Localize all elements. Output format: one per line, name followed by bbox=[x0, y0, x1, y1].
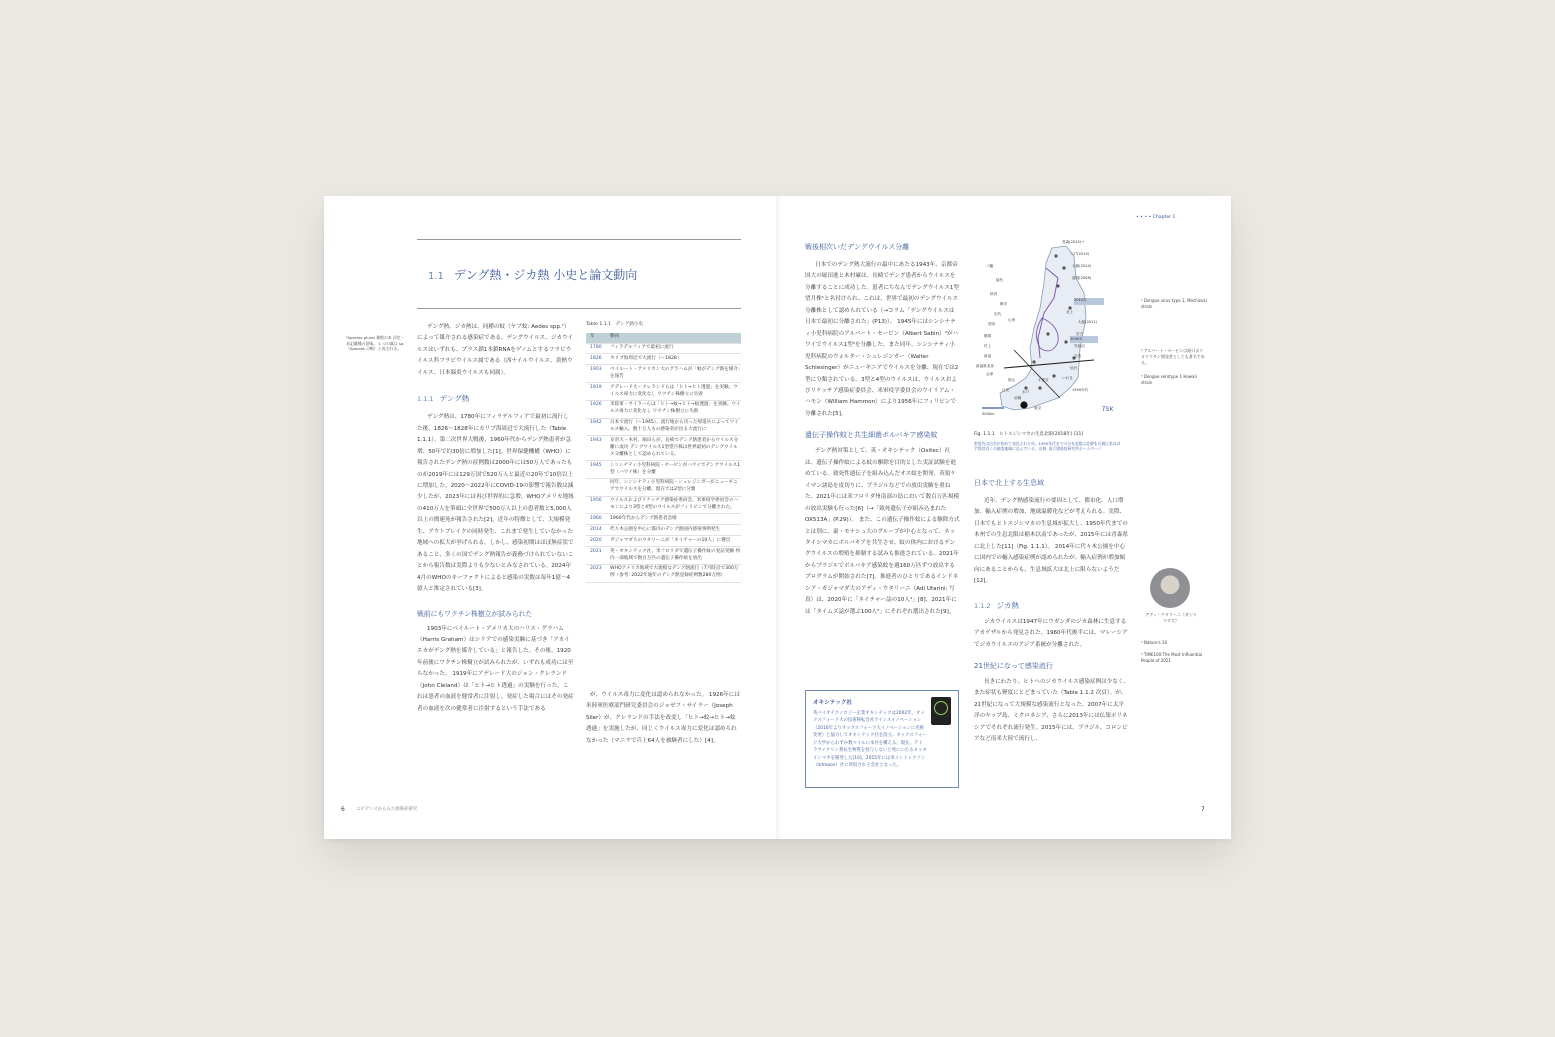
table-row bbox=[586, 547, 741, 565]
map-label: 前橋 bbox=[1014, 396, 1022, 400]
table-cell-event: ウイルスおよびリケッチア感染症委員会、米軍疫学委員会のハモンにより3型と4型のウイルスがフィリピンで分離された。 bbox=[610, 498, 739, 511]
table-cell-event: 英・オキシテック社、米フロリダで遺伝子操作蚊の実証実験 州内一部地域で数百万匹の遺伝子操作蚊を放出 bbox=[610, 548, 741, 561]
intro-text: デング熱、ジカ熱は、同種の蚊（ヤブ蚊: Aedes spp.¹）によって媒介される感染症である。デングウイルス、ジカウイルスはいずれも、プラス鎖1本鎖RNAをゲノムとするフラビウイルス科フラビウイルス属である（西ナイルウイルス、黄熱ウイルス、日本脳炎ウイルスも同属）。 bbox=[417, 324, 574, 376]
map-label: 気仙沼 bbox=[1074, 344, 1085, 348]
table-cell-event: ベイルート・アメリカン大のグラハムが「蚊がデング熱を媒介」を報告 bbox=[610, 366, 741, 379]
map-label: 宮古 bbox=[1076, 332, 1084, 336]
map-label: 横手 bbox=[1000, 302, 1008, 306]
map-label: 能代 bbox=[996, 278, 1004, 282]
table-cell-event: WHOアメリカ地域で大規模なデング熱流行（7月時点で300万例（参考: 2022年通年のデング熱登録症例数280万例） bbox=[610, 566, 739, 579]
map-label: 村上 bbox=[984, 344, 992, 348]
table-cell-year: 1826 bbox=[590, 355, 602, 361]
table-cell-event: アデレード大・クレランドらは「ヒト→ヒト透過」を実験。ウイルス毒力に変化なし ワクチン株樹立に失敗 bbox=[610, 384, 738, 397]
chapter-label: • • • • Chapter 1 bbox=[1136, 215, 1176, 220]
distribution-map bbox=[974, 238, 1124, 418]
table-header bbox=[586, 333, 741, 344]
map-label: 石巻 bbox=[1074, 354, 1082, 358]
section-heading bbox=[428, 266, 637, 283]
table-cell-year: 1956 bbox=[590, 498, 602, 504]
table-continuation-text: が、ウイルス毒力に変化は認められなかった。 1926年には米陸軍医療部門研究委員会のジョゼフ・サイラー（Joseph Siler）が、クレランドの手法を改変し「ヒト→蚊→ヒト→蚊透過」を実施したが、同じくウイルス毒力に変化は認められなかった（マニラで兵士64人を被験者にした）[4]。 bbox=[586, 692, 740, 744]
table-cell-event: 代々木公園を中心に都内のデング熱国内感染事例発生 bbox=[610, 526, 721, 532]
table-body bbox=[586, 344, 741, 583]
postwar-text: 日本でのデング熱大流行の最中にあたる1943年、京都帝国大の堀田進と木村廉は、長崎でデング患者からウイルスを分離することに成功した。患者にちなんでデングウイルス1型望月株¹と名付けられ、これは、世界で最初のデングウイルス分離株として認められている（→コラム「デングウイルスは日本で最初に分離された」(P13)）。 1945年にはシンシナティ小児科病院のアルバート・セービン（Albert Sabin）²がハワイでウイルス1型³を分離した。また同年、シンシナティ小児科病院のウォルター・シュレジンガー（Walter Schlesinger）がニューギニアでウイルスを分離、現在では2型に分類されている。3型と4型のウイルスは、ウイルスおよびリケッチア感染症委員会、米軍疫学委員会のウイリアム・ハモン（William Hammon）により1956年にフィリピンで分離された[5]。 bbox=[805, 262, 960, 417]
table-row bbox=[586, 344, 741, 355]
map-label: 水戸 bbox=[1022, 390, 1030, 394]
prewar-heading: 戦前にもワクチン株樹立が試みられた bbox=[417, 609, 533, 618]
figure-caption bbox=[974, 432, 1124, 452]
table-cell-year bbox=[586, 480, 610, 494]
map-label: 青森(2015)→ bbox=[1062, 240, 1085, 244]
table-cell-year: 1945 bbox=[590, 462, 602, 468]
book-spread bbox=[324, 196, 1231, 839]
section-number: 1.1 bbox=[428, 271, 444, 282]
left-page-number: 6 bbox=[341, 806, 345, 813]
left-column bbox=[417, 322, 574, 715]
map-label: 秋田 bbox=[990, 292, 998, 296]
map-label: 大船(2011) bbox=[1078, 320, 1098, 324]
table-caption: Table 1.1.1 デング熱小史 bbox=[586, 322, 643, 327]
photo-caption: アディ・ウタリーニ（ガジャマダ大） bbox=[1145, 612, 1197, 623]
prewar-text: 1903年にベイルート・アメリカ大のハリス・グラハム（Harris Graham）はシリアでの感染実験に基づき「アカイエカがデング熱を媒介している」と報告した。その後、1920年前後にワクチン株樹立が試みられたが、いずれも成功には至らなかった。 1919年にアデレード大のジョン・クレランド（John Cleland）は「ヒト→ヒト透過」の実験を行った。これは患者の血液を健常者に注射し、発症した場合にはその発症者の血液を次の健常者に注射するという手法である bbox=[417, 625, 574, 712]
table-cell-year: 1960 bbox=[590, 515, 602, 521]
table-cell-year: 1942 bbox=[590, 420, 602, 426]
map-label: 1950年代 bbox=[1072, 388, 1089, 392]
side-note-2: ² アルバート・セービンは経口ポリオワクチン開発者としても著名である。 bbox=[1141, 348, 1205, 365]
table-row bbox=[586, 365, 741, 383]
zika-text: ジカウイルスは1947年にウガンダのジカ森林に生息するアカゲザルから発見された。1960年代後半には、マレーシアでジカウイルスのアジア系統が分離された。 bbox=[974, 618, 1128, 648]
table-row bbox=[586, 479, 741, 497]
figure-caption-text: 密度内は出会が初めて発見された年。1950年代までの分布北限は北緯を川通広来ほぼ宇都宮近くの調査地域に及んでいる。出典: 国立感染症研究所ホームページ bbox=[974, 440, 1121, 452]
table-cell-event: フィラデルフィアで最初に流行 bbox=[610, 345, 674, 351]
map-label: 仙台 bbox=[1070, 366, 1078, 370]
table-row bbox=[586, 461, 741, 479]
left-footer: エビデンスからみた感染症研究 bbox=[356, 807, 418, 812]
map-label: 会津 bbox=[986, 372, 994, 376]
map-label: 東京 bbox=[1034, 406, 1042, 410]
map-label: 八幡 bbox=[986, 264, 994, 268]
map-label: 酒田 bbox=[988, 322, 996, 326]
right-page-number: 7 bbox=[1201, 806, 1205, 813]
map-label: 宇都宮 bbox=[1038, 378, 1049, 382]
table-cell-event: カリブ海周辺で大流行（〜1828） bbox=[610, 355, 682, 361]
table-cell-event: 日本で流行（〜1945）、流行地から戻った帰還兵によってウイルス輸入。数十万人もの感染者が出る大流行に bbox=[610, 420, 739, 433]
table-cell-event: 同年、シンシナティ小児科病院・シュレジンガーがニューギニアでウイルスを分離。現在では2型に分類 bbox=[610, 480, 738, 493]
subsection-heading-zika bbox=[974, 600, 1129, 611]
side-note-3: ³ Dengue serotype 1 Hawaii strain bbox=[1141, 374, 1197, 385]
table-cell-year: 1903 bbox=[590, 366, 602, 372]
table-row bbox=[586, 354, 741, 365]
table-cell-event: 米陸軍・サイラーらは「ヒト→蚊→ヒト→蚊透過」を実験。ウイルス毒力に変化なし ワクチン株樹立に失敗 bbox=[610, 402, 741, 415]
gm-mosquito-text: デング熱対策として、英・オキシテック（Oxitec）社は、遺伝子操作蚊による蚊の駆除を目的とした実証試験を進めている。致死性遺伝子を組み込んだオス蚊を開発、英領ケイマン諸島を皮切りに、ブラジルなどでの放出実験を重ねた。2021年には米フロリダ州南部の島において数百万匹規模の放出実験も行った[6]（→「致死遺伝子が組み込まれたOX513A」(P.29)）。 また、この遺伝子操作蚊による駆除方式とは別に、豪・モナシュ大のグループが中心となって、ネッタイシマカにボルバキアを共生させ、蚊の体内におけるデングウイルスの増殖を抑制する試みも推進されている。2021年からブラジルでボルバキア感染蚊を週160万匹ずつ放出するプログラムが開始された[7]。推進者のひとりであるインドネシア・ガジャマダ大のアディ・ウタリーニ（Adi Utarini; 写真）は、2020年に「ネイチャー誌の10人⁴」[8]、2021年には「タイムズ誌が選ぶ100人⁵」にそれぞれ選出された[9]。 bbox=[805, 448, 960, 615]
margin-note: ¹Species plural 複数の本 河定・未記載種の意味。 1 つの属は sp.（Species の略）と表される。 bbox=[346, 335, 405, 352]
table-row bbox=[586, 436, 741, 461]
table-row bbox=[586, 565, 741, 583]
table-cell-year: 2014 bbox=[590, 526, 602, 532]
map-label: 500km bbox=[982, 412, 995, 416]
figure-caption-title: Fig. 1.1.1 ヒトスジシマカの生息北限(2018年) [11] bbox=[974, 432, 1084, 437]
table-cell-event: シンシナティ小児科病院・セービンがハワイでデングウイルス1型（ハワイ株）を分離 bbox=[610, 462, 741, 475]
map-label: 田代 bbox=[994, 312, 1002, 316]
table-row bbox=[586, 497, 741, 515]
table-row bbox=[586, 401, 741, 419]
oxitec-box bbox=[805, 690, 959, 788]
map-label: 山形 bbox=[1008, 318, 1016, 322]
side-note-1: ¹ Dengue virus type 1, Mochizuki strain bbox=[1141, 298, 1207, 309]
map-label: 2010年 bbox=[1074, 298, 1087, 302]
table-cell-year: 2020 bbox=[590, 537, 602, 543]
heading-northward: 日本で北上する生息域 bbox=[974, 479, 1044, 487]
table-row bbox=[586, 514, 741, 525]
northward-text: 近年、デング熱感染流行の要因として、都市化、人口増加、輸入症例の増加、地球温暖化などが考えられる。実際、日本でもヒトスジシマカの生息域が拡大し、1950年代までの本州での生息北限は栃木以南であったが、2015年には青森県に北上した[11]（Fig. 1.1.1）。 2014年に代々木公園を中心に国内での輸入感染症例が認められたが、輸入症例が増加傾向にあることからも、生息域拡大は北上に限らないようだ[12]。 bbox=[974, 498, 1129, 585]
side-note-4: ⁴ Nature's 10 bbox=[1141, 640, 1167, 645]
table-col-year: 年 bbox=[590, 334, 595, 340]
side-note-5: ⁵ TIME100:The Most Influential People of 2021 bbox=[1141, 652, 1202, 663]
oxitec-logo bbox=[931, 697, 951, 725]
heading-postwar: 戦後相次いだデングウイルス分離 bbox=[805, 243, 910, 251]
subsection-number: 1.1.1 bbox=[417, 395, 434, 404]
table-cell-event: 1960年代からデング熱患者急増 bbox=[610, 515, 677, 521]
table-cell-year: 1926 bbox=[590, 402, 602, 408]
right-column-2 bbox=[974, 478, 1129, 746]
subsection-title: デング熱 bbox=[439, 394, 470, 404]
heading-21st-century: 21世紀になって感染流行 bbox=[974, 661, 1053, 670]
map-label: 郡山 bbox=[1008, 378, 1016, 382]
map-label: 鶴岡 bbox=[984, 334, 992, 338]
map-label: 2000年 bbox=[1070, 337, 1083, 341]
table-row bbox=[586, 383, 741, 401]
map-label: 大館(2014) bbox=[1072, 264, 1092, 268]
subsection-number-zika: 1.1.2 bbox=[974, 601, 991, 610]
table-cell-year: 1780 bbox=[590, 345, 602, 351]
author-photo bbox=[1150, 568, 1190, 608]
table-row bbox=[586, 525, 741, 536]
section-rule bbox=[417, 308, 741, 309]
table-cell-event: ガジャマダ大のウタリーニが「ネイチャーの10人」に選出 bbox=[610, 537, 731, 543]
table-row bbox=[586, 536, 741, 547]
history-table bbox=[586, 322, 741, 583]
map-label: 八戸(2015) bbox=[1070, 252, 1090, 256]
box-text: 英バイオテクノロジー企業オキシテックは2002年、オックスフォード大の技術移転会社アイシスイノベーション（2016年よりオックスフォード大イノベーションに名称変更）と協力してオキシテック社を設立。オックスフォード大学からわずか数マイルに本社を構える。現在、テトラサイクリン系抗生物質を投与しないと死にいたるネッタイシマカを開発した[10]。2015年には米イントレクソン（Intrexon）社に買収され子会社となった。 bbox=[813, 711, 927, 769]
dengue-text: デング熱は、1780年にフィラデルフィアで最初に流行した後、1826〜1828年にカリブ海周辺で大流行した（Table 1.1.1）。第二次世界大戦後、1960年代からデング熱患者が急増、50年で約30倍に増加した[1]。世界保健機構（WHO）に報告されたデング熱の症例数は2000年には50万人であったものが2019年には129万国で520万人と最近の20年で10倍以上に増加した。2020〜2022年にCOVID-19の影響で報告数は減少したが、2023年には再び世界的に急増、WHOアメリカ地域の410万人を筆頭に全世界で500万人以上の患者数と5,000人以上の関連死が報告された[2]。近年の特徴として、大規模発生、アウトブレイクの同時発生、これまで発生していなかった地域への拡大が挙げられる。しかし、感染初期はほぼ無症状であること、多くの国でデング熱報告が義務づけられていないことから報告数は実際よりも少ないとみなされている。2024年4月のWHOのキーファクトによると感染の実数は毎年1億〜4億人と推定されている[3]。 bbox=[417, 414, 574, 593]
right-column-1 bbox=[805, 242, 960, 618]
subsection-heading-dengue bbox=[417, 393, 574, 404]
section-title: デング熱・ジカ熱 小史と論文動向 bbox=[453, 268, 638, 282]
box-title: オキシテック社 bbox=[813, 700, 853, 706]
heading-gm-mosquito: 遺伝子操作蚊と共生細菌ボルバキア感染蚊 bbox=[805, 431, 938, 440]
table-cell-year: 2021 bbox=[590, 548, 602, 554]
map-label: 日光 bbox=[1002, 388, 1010, 392]
table-cell-year: 2023 bbox=[590, 566, 602, 572]
map-label: 盛岡(2008) bbox=[1072, 276, 1092, 280]
map-label: 新潟県北部 bbox=[976, 364, 994, 368]
map-logo: TSK bbox=[1102, 406, 1114, 413]
map-label: いわき bbox=[1062, 376, 1073, 380]
map-label: 新潟 bbox=[984, 354, 992, 358]
table-cell-year: 1919 bbox=[590, 384, 602, 390]
table-col-event: 動向 bbox=[610, 334, 620, 340]
map-label: 北上 bbox=[1066, 310, 1074, 314]
table-cell-year: 1943 bbox=[590, 437, 602, 443]
top-rule bbox=[417, 239, 741, 240]
table-cell-event: 京帝大・木村、堀田らが、長崎でデング熱患者からウイルス分離に成功 デングウイルス1型望月株は世界最初のデングウイルス分離株として認められている。 bbox=[610, 437, 739, 457]
table-row bbox=[586, 419, 741, 437]
subsection-title-zika: ジカ熱 bbox=[996, 600, 1020, 610]
21st-century-text: 長きにわたり、ヒトへのジカウイルス感染症例は少なく、また症状も軽度にとどまっていた（Table 1.1.2 次頁）。が、21世紀になって大規模な感染流行となった。2007年に太平洋のヤップ島、ミクロネシア、さらに2013年には仏領ポリネシアでそれぞれ流行発生。2015年には、ブラジル、コロンビアなど南米大陸で流行し、 bbox=[974, 678, 1129, 743]
